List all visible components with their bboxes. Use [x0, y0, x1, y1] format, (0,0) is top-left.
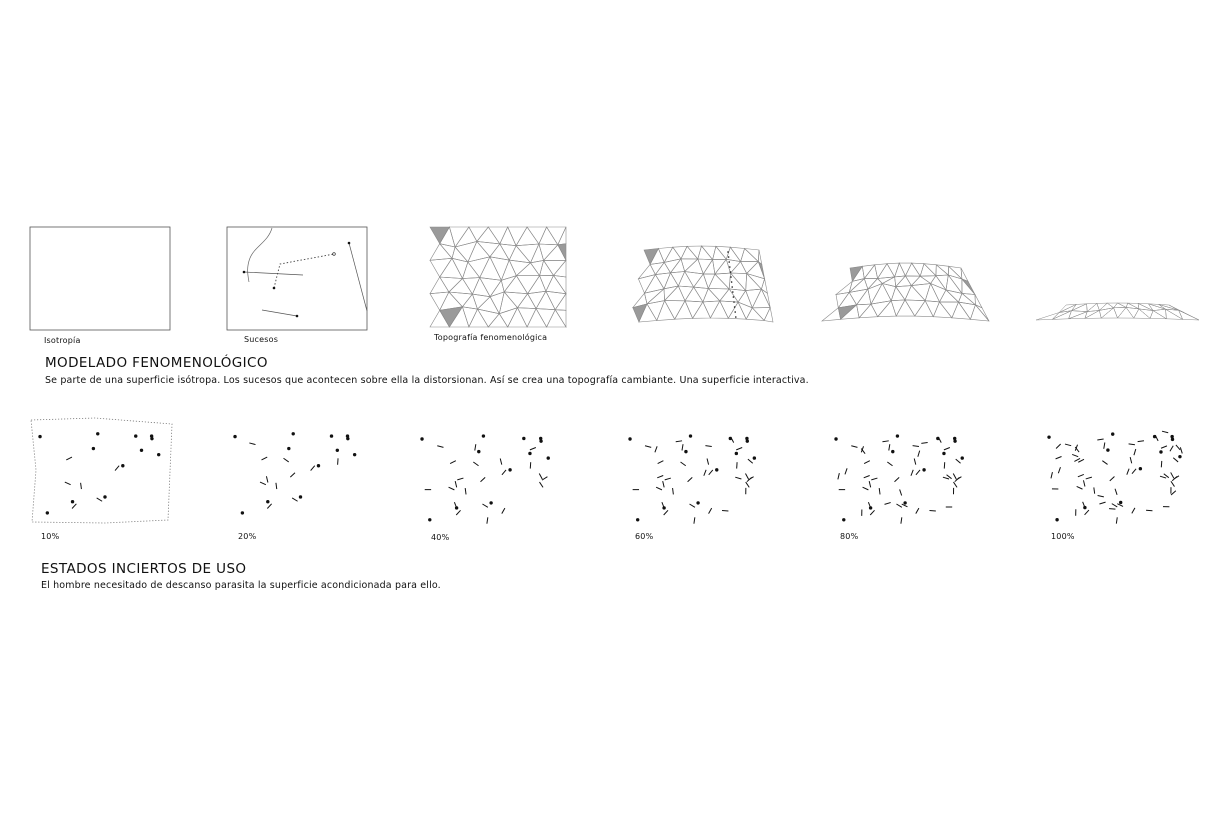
person-mark	[502, 470, 506, 475]
person-mark	[1109, 509, 1115, 510]
person-mark	[72, 504, 76, 509]
person-mark	[539, 482, 543, 487]
person-mark	[450, 461, 456, 464]
seat-dot	[834, 437, 837, 440]
person-mark	[911, 470, 913, 476]
person-mark	[864, 461, 870, 464]
dotted-surface-outline	[31, 418, 172, 523]
seat-dot	[922, 468, 925, 471]
person-mark	[838, 473, 839, 479]
seat-dot	[71, 500, 74, 503]
seat-dot	[1106, 448, 1109, 451]
seat-dot	[121, 464, 124, 467]
person-mark	[943, 477, 949, 479]
person-mark	[81, 483, 82, 489]
label-occupancy-80: 80%	[840, 532, 859, 541]
person-mark	[1117, 504, 1123, 507]
person-mark	[65, 482, 71, 485]
person-mark	[1170, 446, 1173, 451]
person-mark	[502, 508, 505, 514]
seat-dot	[547, 456, 550, 459]
seat-dot	[753, 456, 756, 459]
person-mark	[1102, 461, 1107, 465]
person-mark	[455, 481, 456, 487]
person-mark	[1180, 447, 1182, 453]
person-mark	[664, 510, 668, 515]
seat-dot	[961, 456, 964, 459]
label-occupancy-10: 10%	[41, 532, 60, 541]
person-mark	[480, 477, 485, 481]
seat-dot	[353, 453, 356, 456]
person-mark	[709, 508, 712, 514]
seat-dot	[346, 434, 349, 437]
occupancy-dots	[38, 431, 1182, 523]
person-mark	[1138, 441, 1144, 442]
label-topography: Topografía fenomenológica	[434, 333, 548, 342]
person-mark	[894, 477, 899, 481]
seat-dot	[522, 437, 525, 440]
person-mark	[249, 443, 255, 445]
person-mark	[887, 462, 892, 466]
label-occupancy-20: 20%	[238, 532, 257, 541]
person-mark	[879, 488, 880, 494]
person-mark	[1097, 439, 1103, 440]
seat-dot	[735, 452, 738, 455]
person-mark	[869, 481, 870, 487]
person-mark	[704, 470, 706, 476]
seat-dot	[684, 450, 687, 453]
seat-dot	[528, 452, 531, 455]
person-mark	[689, 504, 694, 507]
person-mark	[655, 446, 657, 452]
person-mark	[1086, 477, 1092, 479]
person-mark	[656, 487, 662, 490]
seat-dot	[96, 432, 99, 435]
person-mark	[473, 462, 478, 466]
person-mark	[1130, 457, 1132, 463]
person-mark	[1162, 431, 1168, 433]
person-mark	[889, 444, 890, 450]
description-phenomenological-modeling: Se parte de una superficie isótropa. Los sucesos que acontecen sobre ella la distorsionan. Así se crea una topografía cambiante. Una superficie interactiva.	[45, 375, 809, 386]
person-mark	[882, 441, 888, 442]
occupancy-panel-10	[38, 432, 160, 515]
person-mark	[539, 473, 542, 479]
person-mark	[456, 510, 460, 515]
seat-dot	[1159, 450, 1162, 453]
seat-dot	[1139, 467, 1142, 470]
seat-dot	[1178, 455, 1181, 458]
seat-dot	[140, 449, 143, 452]
person-mark	[1173, 458, 1178, 462]
seat-dot	[842, 518, 845, 521]
seat-dot	[38, 435, 41, 438]
heading-phenomenological-modeling: MODELADO FENOMENOLÓGICO	[45, 355, 268, 371]
person-mark	[916, 470, 920, 475]
seat-dot	[1055, 518, 1058, 521]
person-mark	[645, 446, 651, 448]
occupancy-panel-100	[1047, 431, 1182, 523]
seat-dot	[636, 518, 639, 521]
person-mark	[921, 443, 927, 444]
person-mark	[918, 451, 920, 457]
seat-dot	[1119, 501, 1122, 504]
seat-dot	[628, 437, 631, 440]
person-mark	[457, 478, 463, 480]
person-mark	[290, 473, 295, 477]
seat-dot	[477, 450, 480, 453]
seat-dot	[715, 468, 718, 471]
label-occupancy-40: 40%	[431, 533, 450, 542]
person-mark	[542, 477, 547, 480]
person-mark	[914, 458, 916, 464]
seat-dot	[266, 500, 269, 503]
seat-dot	[953, 437, 956, 440]
person-mark	[709, 470, 713, 475]
person-mark	[1176, 445, 1180, 450]
seat-dot	[891, 450, 894, 453]
seat-dot	[489, 501, 492, 504]
person-mark	[449, 487, 455, 490]
seat-dot	[896, 434, 899, 437]
person-mark	[276, 483, 277, 489]
person-mark	[1160, 476, 1166, 478]
person-mark	[1083, 480, 1084, 486]
seat-dot	[287, 447, 290, 450]
seat-dot	[157, 453, 160, 456]
person-mark	[900, 489, 902, 495]
label-occupancy-100: 100%	[1051, 532, 1075, 541]
person-mark	[1104, 443, 1105, 449]
person-mark	[688, 477, 693, 481]
person-mark	[657, 475, 663, 477]
label-isotropy: Isotropía	[44, 336, 81, 345]
person-mark	[1051, 472, 1052, 478]
person-mark	[1085, 510, 1089, 515]
person-mark	[1065, 444, 1071, 446]
person-mark	[482, 504, 487, 507]
seat-dot	[1111, 432, 1114, 435]
seat-dot	[150, 434, 153, 437]
person-mark	[292, 498, 297, 501]
person-mark	[1058, 467, 1060, 473]
person-mark	[673, 488, 674, 494]
person-mark	[676, 441, 682, 442]
person-mark	[953, 473, 956, 479]
person-mark	[658, 461, 664, 464]
person-mark	[871, 478, 877, 480]
person-mark	[1098, 496, 1104, 497]
seat-dot	[46, 511, 49, 514]
person-mark	[1078, 459, 1084, 462]
person-mark	[1171, 472, 1174, 478]
person-mark	[1115, 489, 1117, 495]
person-mark	[1155, 435, 1158, 441]
person-mark	[736, 447, 742, 449]
seat-dot	[336, 449, 339, 452]
person-mark	[475, 444, 476, 450]
seat-dot	[233, 435, 236, 438]
person-mark	[663, 481, 664, 487]
person-mark	[913, 446, 919, 447]
person-mark	[1056, 444, 1061, 448]
person-mark	[1161, 446, 1167, 448]
person-mark	[682, 444, 683, 450]
person-mark	[694, 517, 695, 523]
label-occupancy-60: 60%	[635, 532, 654, 541]
person-mark	[863, 487, 869, 490]
occupancy-panel-60	[628, 434, 756, 523]
person-mark	[66, 457, 72, 460]
person-mark	[500, 458, 502, 464]
person-mark	[748, 459, 753, 463]
person-mark	[487, 517, 488, 523]
description-uncertain-usage-states: El hombre necesitado de descanso parasita la superficie acondicionada para ello.	[41, 580, 441, 591]
person-mark	[1129, 444, 1135, 445]
seat-dot	[1047, 435, 1050, 438]
occupancy-panel-40	[420, 434, 550, 523]
person-mark	[1132, 469, 1136, 474]
label-events: Sucesos	[244, 335, 279, 344]
person-mark	[1094, 487, 1095, 493]
heading-uncertain-usage-states: ESTADOS INCIERTOS DE USO	[41, 561, 247, 577]
person-mark	[1074, 458, 1080, 461]
seat-dot	[696, 501, 699, 504]
person-mark	[1072, 454, 1078, 456]
person-mark	[1099, 502, 1105, 504]
person-mark	[735, 477, 741, 479]
person-mark	[916, 508, 919, 514]
person-mark	[97, 498, 102, 501]
person-mark	[870, 510, 874, 515]
person-mark	[262, 457, 268, 460]
person-mark	[260, 482, 266, 485]
seat-dot	[428, 518, 431, 521]
seat-dot	[1170, 435, 1173, 438]
person-mark	[1110, 476, 1115, 480]
occupancy-panel-20	[233, 432, 356, 515]
person-mark	[266, 476, 267, 482]
person-mark	[845, 468, 847, 474]
seat-dot	[103, 495, 106, 498]
person-mark	[530, 447, 536, 449]
seat-dot	[420, 437, 423, 440]
seat-dot	[482, 434, 485, 437]
person-mark	[901, 517, 902, 523]
person-mark	[1116, 517, 1117, 523]
person-mark	[267, 504, 271, 509]
person-mark	[956, 459, 961, 463]
person-mark	[896, 504, 901, 507]
person-mark	[1112, 504, 1117, 507]
person-mark	[1078, 474, 1084, 476]
seat-dot	[745, 437, 748, 440]
person-mark	[953, 482, 957, 487]
seat-dot	[292, 432, 295, 435]
person-mark	[1171, 491, 1176, 495]
occupancy-panel-80	[834, 434, 964, 523]
person-mark	[746, 482, 750, 487]
seat-dot	[903, 501, 906, 504]
person-mark	[1132, 508, 1135, 514]
person-mark	[944, 447, 950, 449]
seat-dot	[508, 468, 511, 471]
person-mark	[1077, 486, 1083, 489]
person-mark	[284, 458, 289, 462]
person-mark	[745, 473, 748, 479]
person-mark	[1056, 456, 1062, 458]
person-mark	[437, 446, 443, 448]
seat-dot	[317, 464, 320, 467]
person-mark	[705, 446, 711, 447]
person-mark	[851, 446, 857, 448]
seat-dot	[92, 447, 95, 450]
person-mark	[1134, 449, 1136, 455]
person-mark	[707, 458, 709, 464]
person-mark	[465, 488, 466, 494]
person-mark	[665, 478, 671, 480]
person-mark	[864, 475, 870, 477]
seat-dot	[942, 452, 945, 455]
person-mark	[311, 466, 315, 471]
person-mark	[1127, 469, 1129, 475]
seat-dot	[689, 434, 692, 437]
seat-dot	[241, 511, 244, 514]
person-mark	[1171, 481, 1175, 486]
person-mark	[885, 503, 891, 505]
person-mark	[681, 462, 686, 466]
seat-dot	[330, 434, 333, 437]
seat-dot	[539, 437, 542, 440]
seat-dot	[134, 434, 137, 437]
person-mark	[115, 466, 119, 471]
seat-dot	[299, 495, 302, 498]
